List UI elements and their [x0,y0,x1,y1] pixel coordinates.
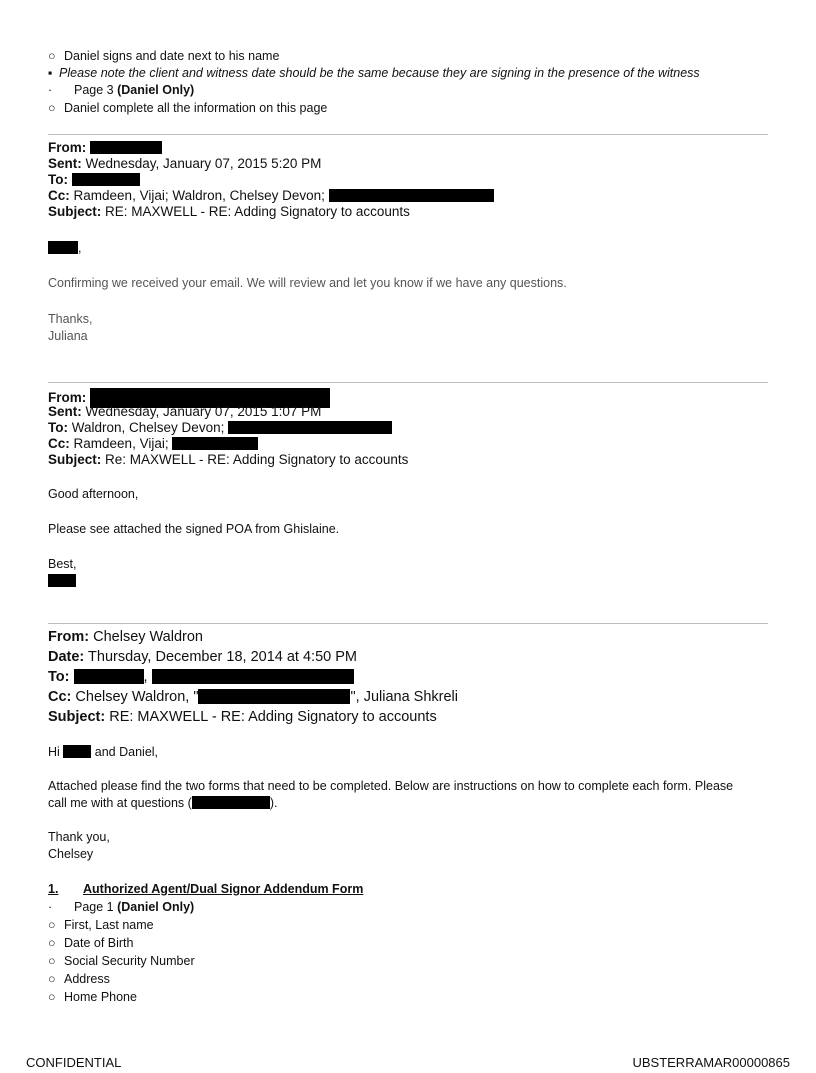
email2-subject-row: Subject: Re: MAXWELL - RE: Adding Signatory to accounts [48,452,409,467]
email3-subject-row: Subject: RE: MAXWELL - RE: Adding Signatory to accounts [48,709,437,725]
email1-sent-row: Sent: Wednesday, January 07, 2015 5:20 PM [48,156,322,171]
redaction-block [48,241,78,254]
redaction-block [90,141,162,154]
redaction-block [329,189,494,202]
circle-bullet-icon: ○ [48,936,56,950]
email-divider-2 [48,382,768,383]
email1-greeting: , [48,240,81,257]
email1-cc-row: Cc: Ramdeen, Vijai; Waldron, Chelsey Devon; [48,188,494,204]
email3-body-line-1: Attached please find the two forms that need to be completed. Below are instructions on how to complete each form. Please [48,779,734,793]
email1-closing: Thanks, [48,312,93,326]
circle-bullet-icon: ○ [48,49,56,63]
redaction-block [192,796,270,809]
dot-bullet-icon: · [48,83,53,97]
redaction-block [152,669,354,684]
email3-from-row: From: Chelsey Waldron [48,629,203,645]
footer-bates-number: UBSTERRAMAR00000865 [632,1055,790,1070]
redaction-block [198,689,350,704]
redaction-block [228,421,392,434]
email-divider-1 [48,134,768,135]
email3-date-row: Date: Thursday, December 18, 2014 at 4:50 PM [48,649,357,665]
email3-signature: Chelsey [48,847,94,861]
top-list-item-3: · Page 3 (Daniel Only) [48,83,195,97]
email3-cc-row: Cc: Chelsey Waldron, " ", Juliana Shkreli [48,689,458,705]
email2-body: Please see attached the signed POA from Ghislaine. [48,522,340,536]
email1-to-row: To: [48,172,140,188]
top-list-item-2: ▪ Please note the client and witness date should be the same because they are signing in the presence of the witness [48,66,700,80]
circle-bullet-icon: ○ [48,990,56,1004]
email3-body-line-2: call me with at questions ( ). [48,796,278,810]
email3-to-row: To: , [48,668,354,687]
redaction-block [172,437,258,450]
email2-to-row: To: Waldron, Chelsey Devon; [48,420,392,436]
top-list-item-1: ○ Daniel signs and date next to his name [48,49,280,63]
email1-from-row: From: [48,140,162,156]
field-list-item: ○ Date of Birth [48,936,134,950]
circle-bullet-icon: ○ [48,954,56,968]
redaction-block [74,669,144,684]
top-list-item-4: ○ Daniel complete all the information on this page [48,101,328,115]
email3-closing: Thank you, [48,830,110,844]
email2-greeting: Good afternoon, [48,487,139,501]
field-list-item: ○ Social Security Number [48,954,195,968]
field-list-item: ○ First, Last name [48,918,154,932]
dot-bullet-icon: · [48,900,53,914]
circle-bullet-icon: ○ [48,101,56,115]
field-list-item: ○ Home Phone [48,990,137,1004]
email1-body: Confirming we received your email. We will review and let you know if we have any questions. [48,276,567,290]
redaction-block [48,574,76,587]
email2-cc-row: Cc: Ramdeen, Vijai; [48,436,258,452]
email-divider-3 [48,623,768,624]
circle-bullet-icon: ○ [48,918,56,932]
page1-item: · Page 1 (Daniel Only) [48,900,195,914]
email1-signature: Juliana [48,329,88,343]
email2-sent-row: Sent: Wednesday, January 07, 2015 1:07 PM [48,404,322,419]
footer-confidential: CONFIDENTIAL [26,1055,122,1070]
circle-bullet-icon: ○ [48,972,56,986]
redaction-block [72,173,140,186]
email2-from-row: From: [48,388,330,408]
email1-subject-row: Subject: RE: MAXWELL - RE: Adding Signatory to accounts [48,204,410,219]
field-list-item: ○ Address [48,972,110,986]
email3-greeting: Hi and Daniel, [48,745,159,759]
email2-closing: Best, [48,557,77,571]
square-bullet-icon: ▪ [48,66,53,80]
section-heading: 1. Authorized Agent/Dual Signor Addendum Form [48,882,364,896]
redaction-block [63,745,91,758]
